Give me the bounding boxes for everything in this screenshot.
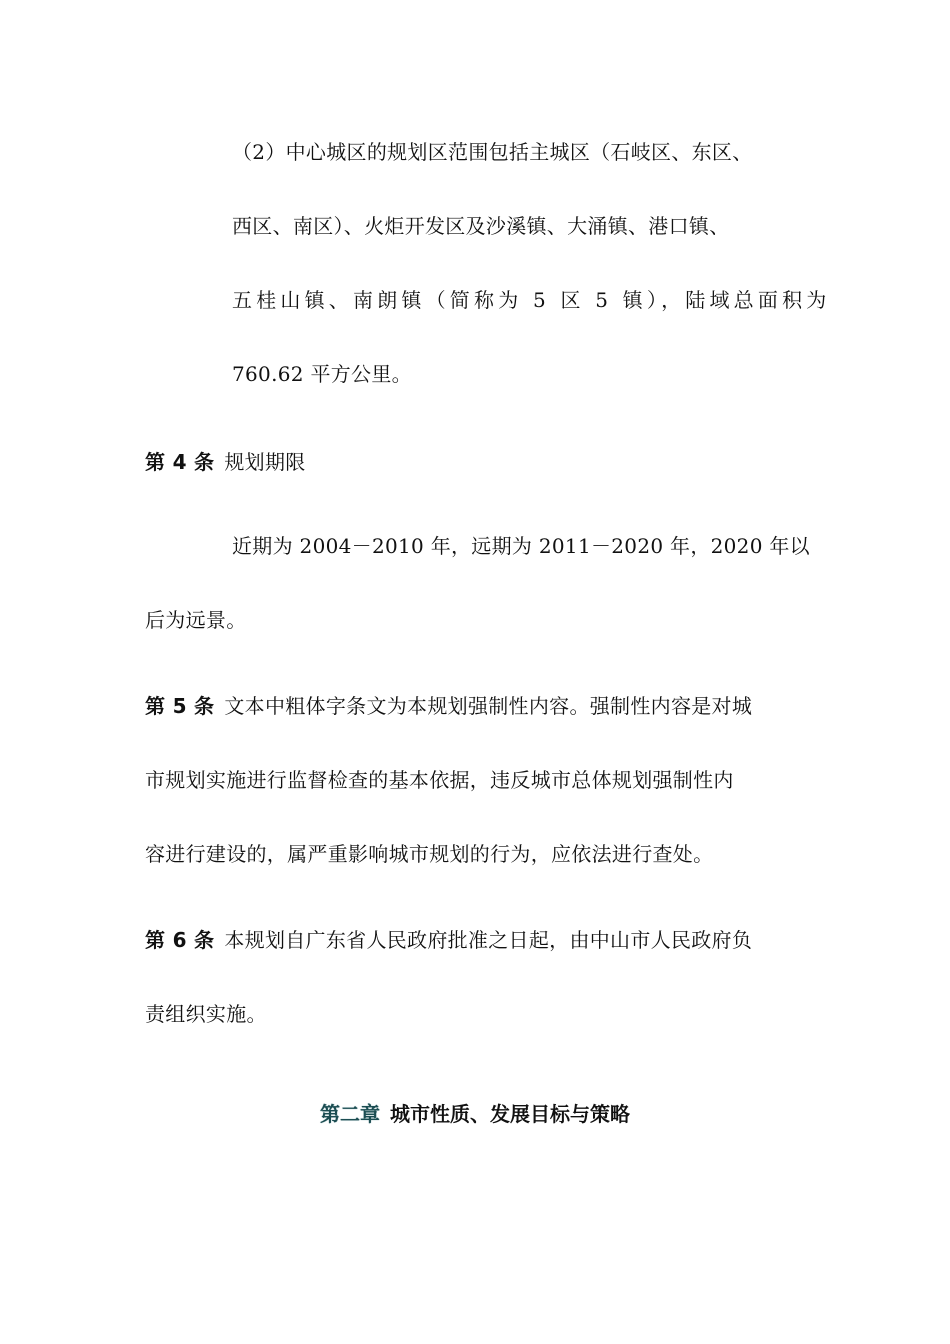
paragraph-2-line-2: 西区、南区）、火炬开发区及沙溪镇、大涌镇、港口镇、 — [232, 214, 730, 238]
article-5-label: 第 5 条 — [145, 694, 215, 718]
paragraph-2-line-4: 760.62 平方公里。 — [232, 362, 412, 386]
article-4-title: 规划期限 — [224, 450, 306, 474]
article-4-label: 第 4 条 — [145, 450, 215, 474]
article-5-line-1 — [145, 692, 752, 720]
article-6-line-1 — [145, 926, 752, 954]
article-6-label: 第 6 条 — [145, 928, 215, 952]
article-5-line-3: 容进行建设的，属严重影响城市规划的行为，应依法进行查处。 — [145, 842, 714, 866]
article-4-heading — [145, 448, 306, 476]
article-4-body-line-1: 近期为 2004－2010 年，远期为 2011－2020 年，2020 年以 — [232, 534, 810, 558]
paragraph-2-line-3: 五桂山镇、南朗镇（简称为 5 区 5 镇），陆域总面积为 — [232, 288, 831, 312]
chapter-number: 第二章 — [320, 1102, 380, 1126]
paragraph-2-line-1: （2）中心城区的规划区范围包括主城区（石岐区、东区、 — [232, 140, 753, 164]
article-6-text-1: 本规划自广东省人民政府批准之日起，由中山市人民政府负 — [224, 928, 753, 952]
article-6-line-2: 责组织实施。 — [145, 1002, 267, 1026]
chapter-heading — [0, 1100, 950, 1128]
chapter-title: 城市性质、发展目标与策略 — [390, 1102, 630, 1126]
article-5-text-1: 文本中粗体字条文为本规划强制性内容。强制性内容是对城 — [224, 694, 753, 718]
article-4-body-line-2: 后为远景。 — [145, 608, 247, 632]
article-5-line-2: 市规划实施进行监督检查的基本依据，违反城市总体规划强制性内 — [145, 768, 734, 792]
